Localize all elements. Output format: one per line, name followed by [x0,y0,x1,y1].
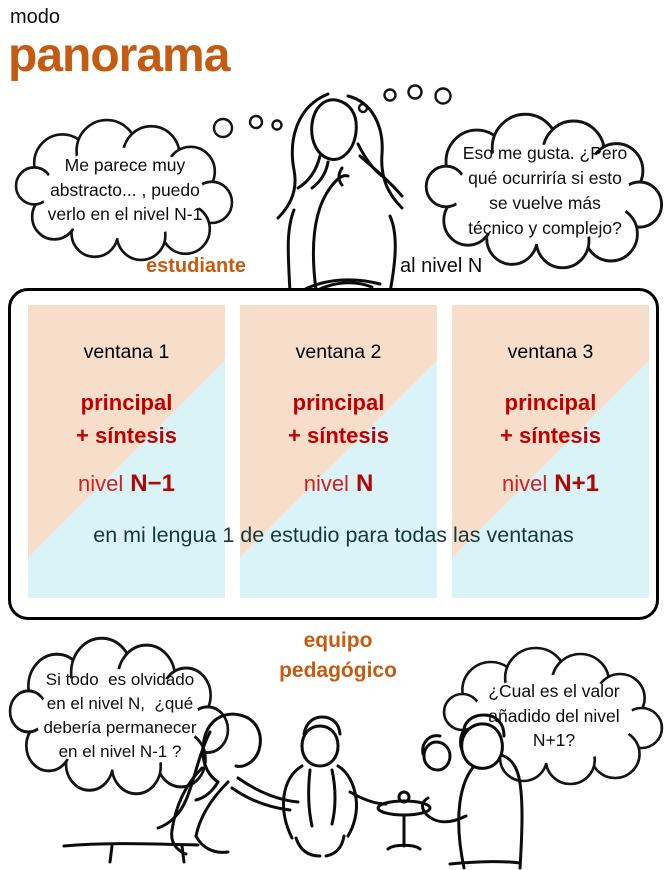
bubble-text-line: Si todo es olvidado [45,669,195,689]
bubble-text-line: Me parece muy [64,154,186,175]
window-label: ventana 3 [507,341,594,363]
panel-content-line: + síntesis [288,423,389,448]
level-row [452,470,649,498]
bubble-text-line: se vuelve más [489,192,601,213]
ventana-panel-2 [240,305,437,598]
bubble-text-line: ¿Cual es el valor [488,680,620,701]
window-label: ventana 2 [295,341,382,363]
level-value: N−1 [130,470,175,497]
windows-box [8,288,659,620]
bubble-text-line: Eso me gusta. ¿Pero [462,143,628,164]
level-value: N+1 [554,470,599,497]
level-row [240,470,437,498]
panel-content-line: principal [292,390,385,415]
level-word: nivel [502,471,548,496]
level-row [28,470,225,498]
bubble-text-line: técnico y complejo? [468,217,622,238]
ventana-panel-1 [28,305,225,598]
panel-content-line: principal [80,390,173,415]
bubble-text-line: qué ocurriría si esto [468,168,622,189]
bubble-text-line: añadido del nivel [488,705,620,726]
bubble-text-line: N+1? [532,730,576,751]
box-caption: en mi lengua 1 de estudio para todas las ventanas [93,523,574,547]
window-label: ventana 1 [83,341,170,363]
bubble-text-line: debería permanecer [43,718,197,737]
team-label-line: equipo [303,629,373,652]
panel-content-line: principal [504,390,597,415]
page-title: panorama [8,29,230,82]
panel-content-line: + síntesis [500,423,601,448]
level-label: al nivel N [400,255,483,277]
bubble-text-line: abstracto... , puedo [50,179,200,200]
level-word: nivel [78,471,124,496]
level-word: nivel [303,471,349,496]
bubble-text-line: verlo en el nivel N-1 [47,204,203,225]
ventana-panel-3 [452,305,649,598]
team-label [243,626,433,686]
bubble-text [443,128,646,254]
thought-bubble-student-left [14,118,236,262]
panel-content-line: + síntesis [76,423,177,448]
team-label-line: pedagógico [279,659,397,682]
mode-label: modo [10,6,61,28]
student-label: estudiante [146,255,247,277]
pedagogical-team-illustration [52,696,522,868]
bubble-text-line: en el nivel N-1 ? [58,742,182,762]
bubble-text-line: en el nivel N, ¿qué [46,693,194,713]
bubble-text [32,132,218,247]
level-value: N [355,470,374,497]
